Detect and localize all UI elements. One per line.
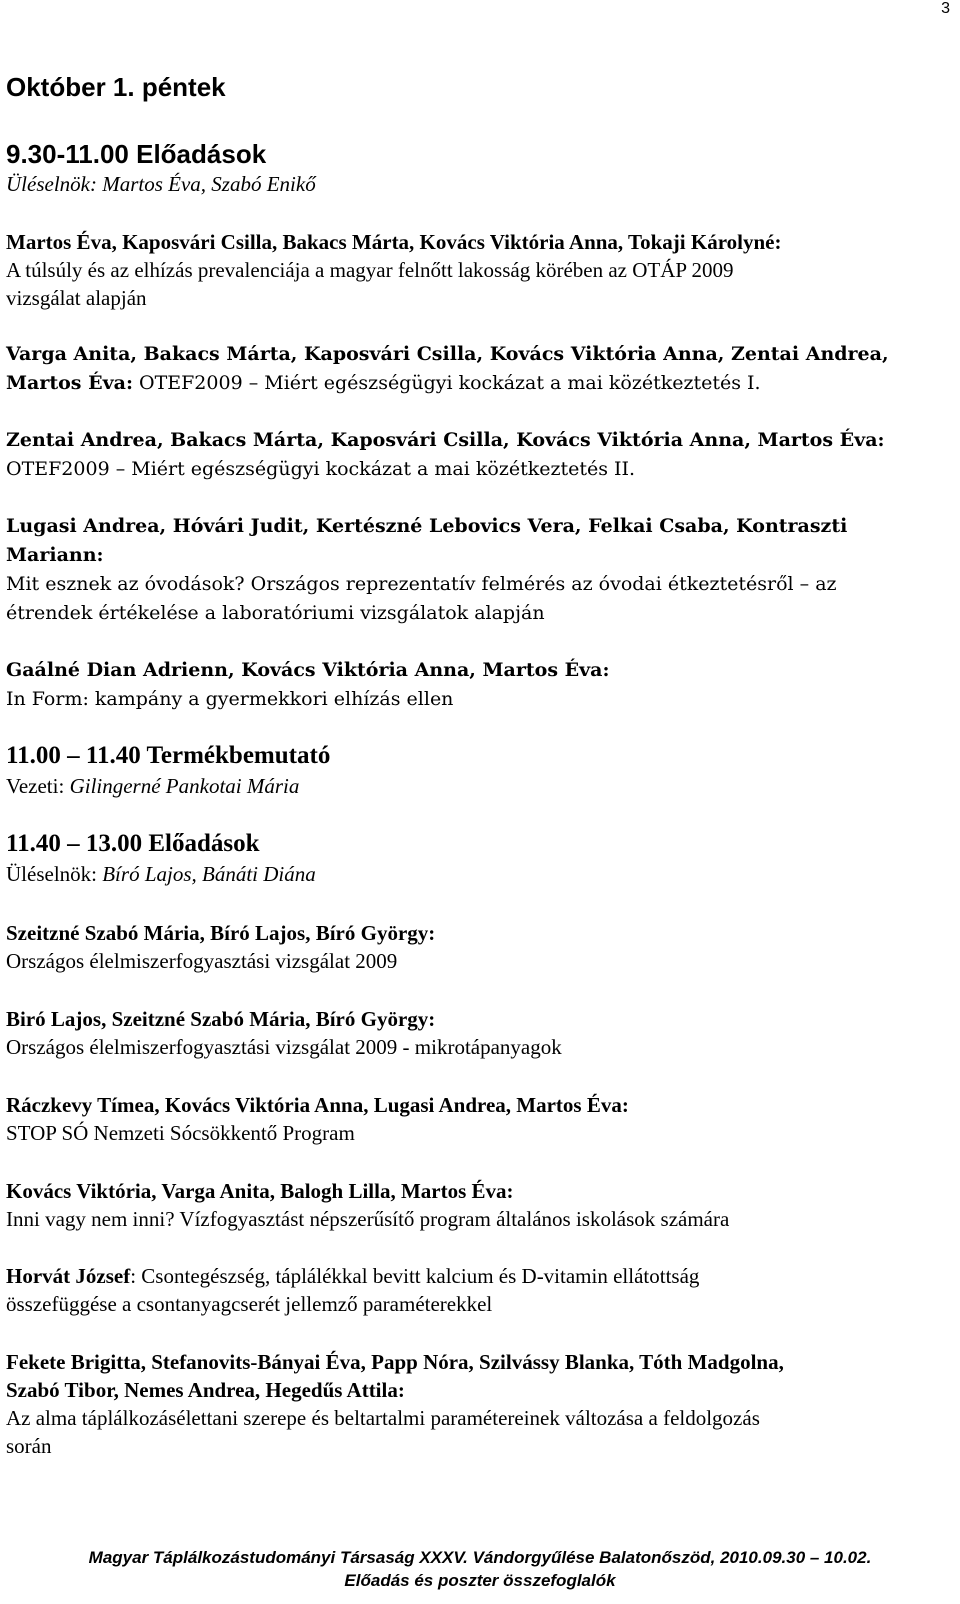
talk-title: Inni vagy nem inni? Vízfogyasztást népszerűsítő program általános iskolások számára (6, 1207, 730, 1231)
talk-2 (6, 340, 889, 398)
talk-title: STOP SÓ Nemzeti Sócsökkentő Program (6, 1121, 355, 1145)
talk-4 (6, 512, 847, 628)
talk-authors: Szeitzné Szabó Mária, Bíró Lajos, Bíró György: (6, 921, 436, 945)
chair-names: Martos Éva, Szabó Enikő (96, 172, 316, 196)
talk-authors: Ráczkevy Tímea, Kovács Viktória Anna, Lugasi Andrea, Martos Éva: (6, 1093, 629, 1117)
talk-authors: Biró Lajos, Szeitzné Szabó Mária, Bíró György: (6, 1007, 436, 1031)
talk-authors: Martos Éva, Kaposvári Csilla, Bakacs Márta, Kovács Viktória Anna, Tokaji Károlyné: (6, 230, 782, 254)
page-number: 3 (941, 0, 950, 17)
session-3-title: 11.40 – 13.00 Előadások (6, 830, 260, 857)
talk-authors-line: Lugasi Andrea, Hóvári Judit, Kertészné Lebovics Vera, Felkai Csaba, Kontraszti (6, 515, 848, 537)
talk-authors-line: Szabó Tibor, Nemes Andrea, Hegedűs Attila: (6, 1378, 405, 1402)
talk-title-line: Mit esznek az óvodások? Országos reprezentatív felmérés az óvodai étkeztetésről – az (6, 573, 837, 595)
session-1-title: 9.30-11.00 Előadások (6, 139, 267, 169)
talk-title-line: vizsgálat alapján (6, 286, 147, 310)
talk-11 (6, 1348, 784, 1460)
chair-names: Gilingerné Pankotai Mária (64, 774, 300, 798)
footer-line-2: Előadás és poszter összefoglalók (344, 1571, 616, 1590)
session-2-title: 11.00 – 11.40 Termékbemutató (6, 742, 331, 769)
talk-authors: Gaálné Dian Adrienn, Kovács Viktória Anna, Martos Éva: (6, 659, 610, 681)
talk-authors-line: Mariann: (6, 544, 104, 566)
talk-authors: Horvát József (6, 1264, 131, 1288)
talk-title-line: Az alma táplálkozásélettani szerepe és beltartalmi paramétereinek változása a feldolgozás (6, 1406, 760, 1430)
talk-10 (6, 1262, 699, 1318)
day-title: Október 1. péntek (6, 72, 226, 102)
talk-authors-line: Varga Anita, Bakacs Márta, Kaposvári Csilla, Kovács Viktória Anna, Zentai Andrea, (6, 343, 889, 365)
talk-authors-line: Martos Éva: (6, 372, 133, 394)
chair-names: Bíró Lajos, Bánáti Diána (96, 862, 316, 886)
talk-7 (6, 1005, 562, 1061)
talk-3 (6, 426, 885, 484)
session-3-chair (6, 860, 316, 888)
chair-label: Üléselnök: (6, 862, 97, 886)
talk-title-line: A túlsúly és az elhízás prevalenciája a magyar felnőtt lakosság körében az OTÁP 2009 (6, 258, 734, 282)
talk-title: OTEF2009 – Miért egészségügyi kockázat a mai közétkeztetés II. (6, 458, 636, 480)
talk-title: Országos élelmiszerfogyasztási vizsgálat 2009 (6, 949, 398, 973)
talk-5 (6, 656, 609, 714)
session-2-chair (6, 772, 299, 800)
talk-title: Országos élelmiszerfogyasztási vizsgálat 2009 - mikrotápanyagok (6, 1035, 562, 1059)
talk-title: In Form: kampány a gyermekkori elhízás ellen (6, 688, 454, 710)
talk-9 (6, 1177, 729, 1233)
talk-authors: Kovács Viktória, Varga Anita, Balogh Lilla, Martos Éva: (6, 1179, 514, 1203)
talk-title-line: étrendek értékelése a laboratóriumi vizsgálatok alapján (6, 602, 545, 624)
talk-authors-line: Fekete Brigitta, Stefanovits-Bányai Éva, Papp Nóra, Szilvássy Blanka, Tóth Madgolna, (6, 1350, 784, 1374)
talk-authors: Zentai Andrea, Bakacs Márta, Kaposvári Csilla, Kovács Viktória Anna, Martos Éva: (6, 429, 885, 451)
chair-label: Vezeti: (6, 774, 65, 798)
talk-6 (6, 919, 435, 975)
footer (0, 1546, 960, 1592)
chair-label: Üléselnök: (6, 172, 97, 196)
footer-line-1: Magyar Táplálkozástudományi Társaság XXXV. Vándorgyűlése Balatonőszöd, 2010.09.30 – 10.02. (88, 1548, 872, 1567)
session-1-chair (6, 170, 316, 198)
talk-1 (6, 228, 781, 312)
talk-8 (6, 1091, 629, 1147)
talk-title-line: : Csontegészség, táplálékkal bevitt kalcium és D-vitamin ellátottság (130, 1264, 700, 1288)
talk-title-line: összefüggése a csontanyagcserét jellemző paraméterekkel (6, 1292, 493, 1316)
talk-title: OTEF2009 – Miért egészségügyi kockázat a mai közétkeztetés I. (132, 372, 761, 394)
talk-title-line: során (6, 1434, 52, 1458)
